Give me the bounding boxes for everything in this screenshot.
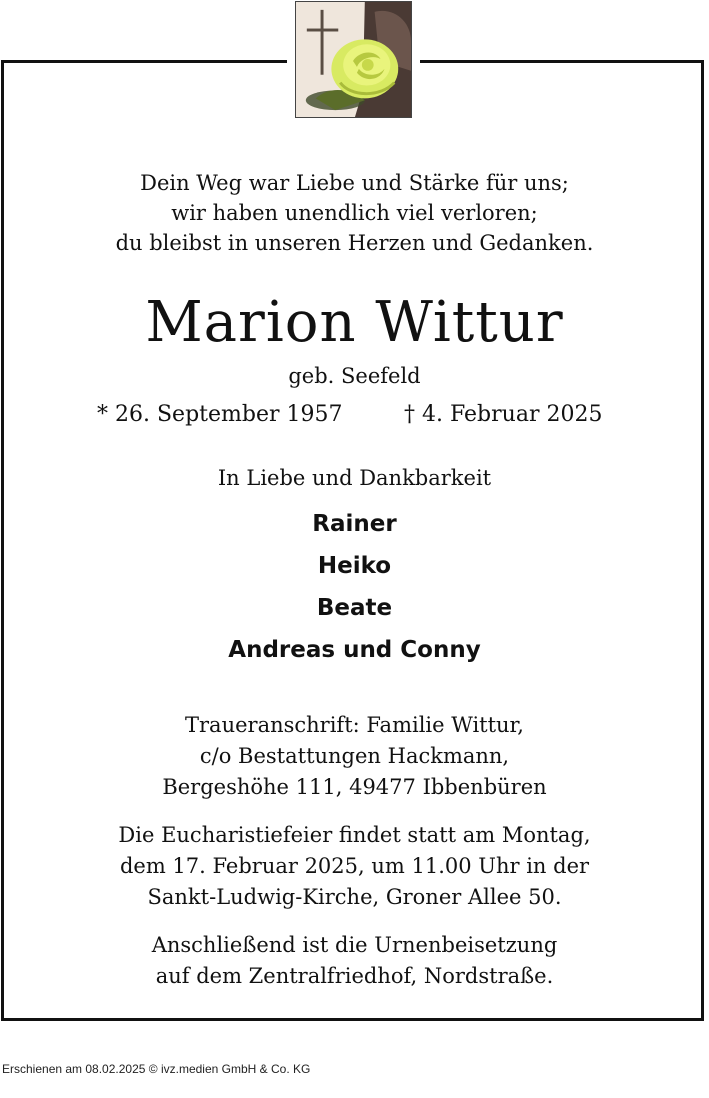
mourners-list — [0, 503, 709, 671]
address-line: Bergeshöhe 111, 49477 Ibbenbüren — [162, 775, 547, 799]
cross-and-rose-icon — [295, 1, 412, 118]
service-line: Sankt-Ludwig-Kirche, Groner Allee 50. — [147, 885, 562, 909]
address-line: c/o Bestattungen Hackmann, — [199, 744, 510, 768]
mourner-name: Beate — [316, 595, 393, 621]
publication-footer: Erschienen am 08.02.2025 © ivz.medien GmbH & Co. KG — [2, 1062, 311, 1076]
maiden-name: geb. Seefeld — [288, 364, 421, 388]
mourner-name: Heiko — [317, 553, 392, 579]
poem-line: du bleibst in unseren Herzen und Gedanken. — [115, 231, 594, 255]
birth-date: * 26. September 1957 — [97, 402, 343, 427]
service-line: Die Eucharistiefeier findet statt am Montag, — [118, 823, 591, 847]
mourning-address — [0, 710, 709, 803]
memorial-poem — [0, 168, 709, 258]
poem-line: Dein Weg war Liebe und Stärke für uns; — [140, 171, 569, 195]
death-date: † 4. Februar 2025 — [404, 402, 603, 427]
address-line: Traueranschrift: Familie Wittur, — [185, 713, 524, 737]
service-line: dem 17. Februar 2025, um 11.00 Uhr in der — [119, 854, 590, 878]
burial-line: Anschließend ist die Urnenbeisetzung — [151, 933, 558, 957]
poem-line: wir haben unendlich viel verloren; — [171, 201, 538, 225]
burial-line: auf dem Zentralfriedhof, Nordstraße. — [155, 964, 554, 988]
burial-details — [0, 930, 709, 992]
deceased-name: Marion Wittur — [145, 290, 564, 355]
mourner-name: Andreas und Conny — [228, 637, 481, 663]
thanks-line: In Liebe und Dankbarkeit — [217, 466, 492, 490]
service-details — [0, 820, 709, 913]
mourner-name: Rainer — [312, 511, 397, 537]
